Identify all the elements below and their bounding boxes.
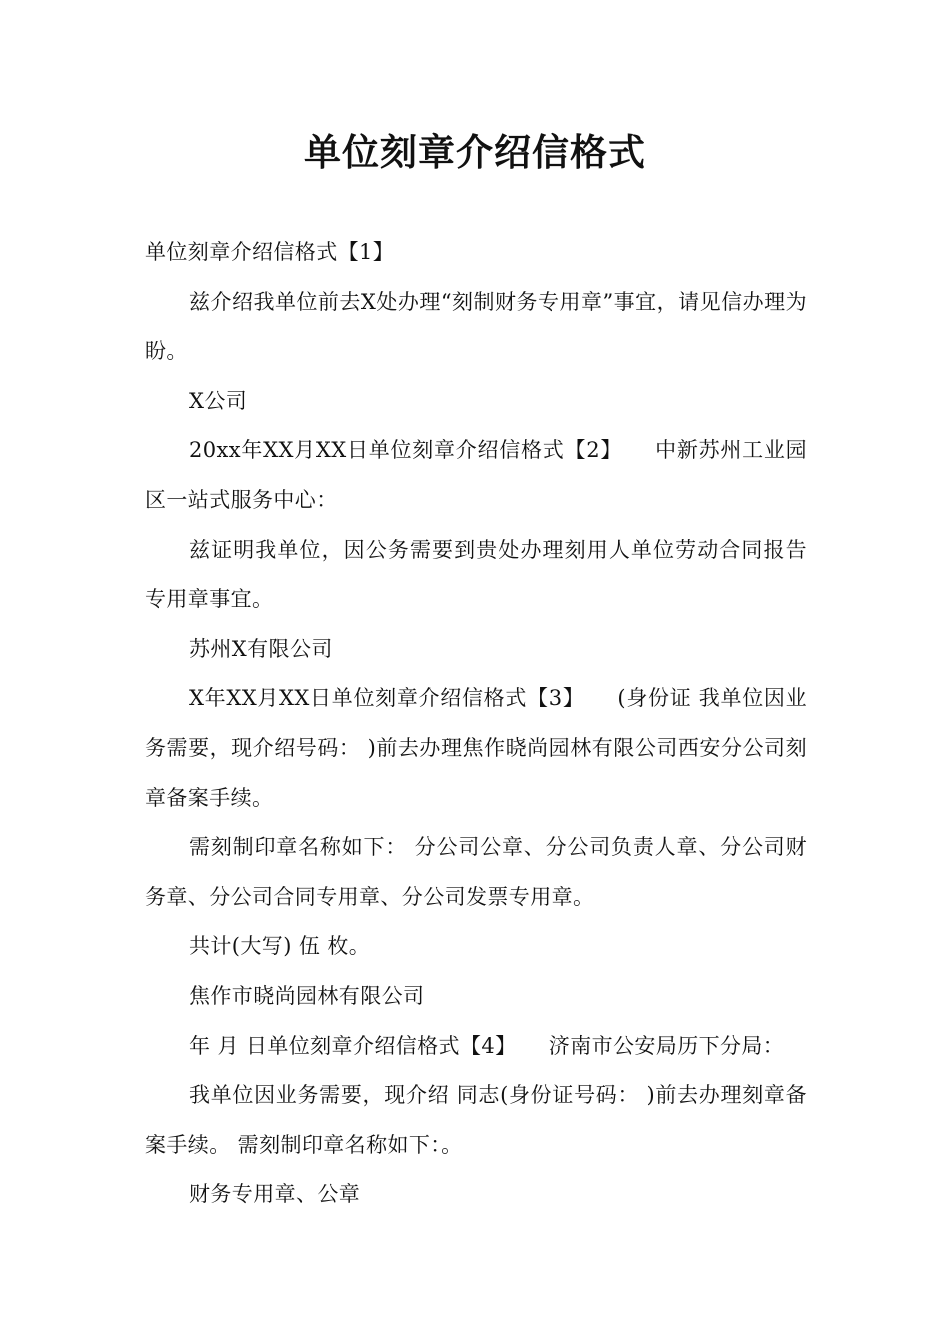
paragraph-4-date-heading: 年 月 日单位刻章介绍信格式【4】 济南市公安局历下分局：: [189, 1033, 785, 1058]
paragraph-4-body: 我单位因业务需要，现介绍 同志(身份证号码： )前去办理刻章备案手续。 需刻制印章名称如下：。: [145, 1083, 807, 1157]
paragraph-2-signature: 苏州X有限公司: [189, 636, 333, 661]
document-title: 单位刻章介绍信格式: [304, 131, 646, 174]
section-heading-1: 单位刻章介绍信格式【1】: [145, 240, 395, 264]
paragraph-3-seal-list: 需刻制印章名称如下： 分公司公章、分公司负责人章、分公司财务章、分公司合同专用章、分公司发票专用章。: [145, 835, 807, 909]
paragraph-3-signature: 焦作市晓尚园林有限公司: [189, 983, 425, 1008]
paragraph-4-seal-list: 财务专用章、公章: [189, 1182, 361, 1207]
paragraph-3-total: 共计(大写) 伍 枚。: [189, 934, 371, 959]
paragraph-3-date-heading-body: X年XX月XX日单位刻章介绍信格式【3】 (身份证 我单位因业务需要，现介绍号码： )前去办理焦作晓尚园林有限公司西安分公司刻章备案手续。: [145, 686, 807, 810]
paragraph-2-date-heading: 20xx年XX月XX日单位刻章介绍信格式【2】 中新苏州工业园区一站式服务中心：: [145, 438, 807, 512]
paragraph-2-body: 兹证明我单位，因公务需要到贵处办理刻用人单位劳动合同报告专用章事宜。: [145, 537, 807, 612]
document-body: [145, 228, 807, 1220]
paragraph-1-body: 兹介绍我单位前去X处办理“刻制财务专用章”事宜，请见信办理为盼。: [145, 289, 807, 364]
paragraph-1-signature: X公司: [189, 388, 248, 413]
